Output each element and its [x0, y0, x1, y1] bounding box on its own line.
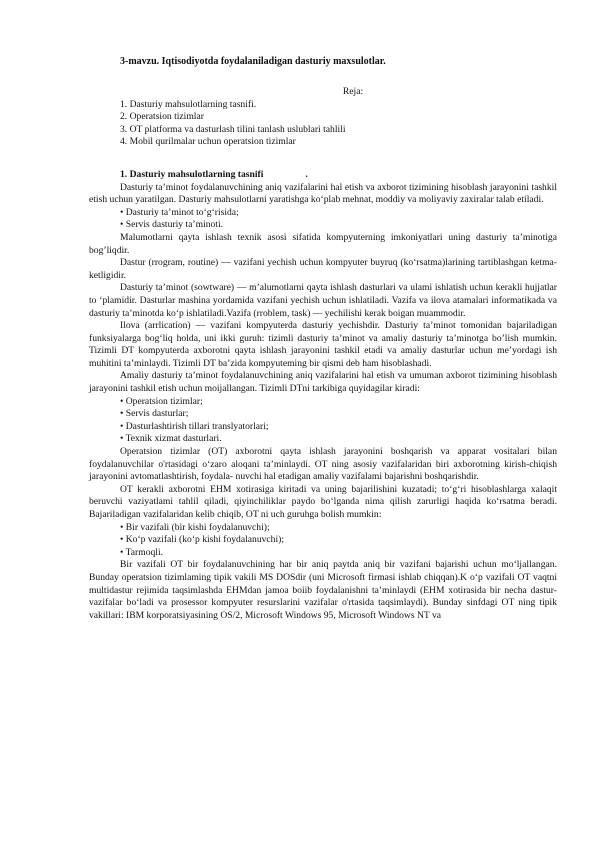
- bullet-item: • Tarmoqli.: [120, 546, 164, 558]
- paragraph: Dasturiy ta’minot foydalanuvchining aniq vazifalarini hal etish va axborot tizimining hisoblash jarayonini tashkil etish uchun yaratilgan. Dasturiy mahsulotlarni yaratishga ko‘plab mehnat, moddiy va moliyaviy zaxiralar talab etiladi.: [89, 181, 557, 206]
- bullet-item: • Operatsion tizimlar;: [120, 395, 203, 407]
- plan-label: Reja:: [342, 86, 364, 97]
- section-heading-text: 1. Dasturiy mahsulotlarning tasnifi: [120, 168, 264, 180]
- bullet-item: • Servis dasturlar;: [120, 408, 189, 420]
- plan-item: 1. Dasturiy mahsulotlarning tasnifi.: [120, 98, 257, 110]
- section-heading: [89, 169, 557, 182]
- bullet-item: • Servis dasturiy ta’minoti.: [120, 219, 224, 231]
- bullet-item: • Ko‘p vazifali (ko‘p kishi foydalanuvchi);: [120, 534, 285, 546]
- bullet-item: • Dasturlashtirish tillari translyatorlari;: [120, 420, 269, 432]
- paragraph: Bir vazifali OT bir foydalanuvchining har bir aniq paytda aniq bir vazifani bajarishi uchun mo‘ljallangan. Bunday operatsion tizimlaming tipik vakili MS DOSdir (uni Microsoft firmasi ishlab chiqqan).K o‘p vazifali OT vaqtni multidastur rejimida taqsimlashda EHMdan jamoa boiib foydalanishni ta’minlaydi (EHM xotirasida bir necha dastur-vazifalar bo‘ladi va prosessor kompyuter resurslarini vazifalar o'rtasida taqsimlaydi). Bunday sinfdagi OT ning tipik vakillari: IBM korporatsiyasining OS/2, Microsoft Windows 95, Microsoft Windows NT va: [89, 559, 557, 621]
- paragraph: Dastur (rrogram, routine) — vazifani yechish uchun kompyuter buyruq (ko‘rsatma)larining tartiblashgan ketma-ketligidir.: [89, 257, 557, 281]
- plan-item: 2. Operatsion tizimlar: [120, 111, 204, 123]
- bullet-item: • Dasturiy ta’minot to‘g‘risida;: [120, 206, 239, 218]
- paragraph: Amaliy dasturiy ta’minot foydalanuvchining aniq vazifalarini hal etish va umuman axborot tizimining hisoblash jarayonini tashkil etish uchun moijallangan. Tizimli DTni tarkibiga quyidagilar kiradi:: [89, 370, 557, 395]
- section-heading-dot: .: [305, 168, 308, 180]
- paragraph: Dasturiy ta’minot (sowtware) — m’alumotlarni qayta ishlash dasturlari va ulami ishlatish uchun kerakli hujjatlar to ‘plamidir. Dasturlar mashina yordamida vazifani yechish uchun ishlatiladi. Vazifa va ilova atamalari informatikada va dasturiy ta’minotda ko‘p ishlatiladi.Vazifa (rroblem, task) — yechilishi kerak boigan muammodir.: [89, 282, 557, 319]
- document-page: [89, 55, 557, 622]
- paragraph: Operatsion tizimlar (OT) axborotni qayta ishlash jarayonini boshqarish va apparat vositalari bilan foydalanuvchilar o'rtasidagi o‘zaro aloqani ta’minlaydi. OT ning asosiy vazifalaridan biri axborotning kirish-chiqish jarayonini avtomatlashtirish, foydala- nuvchi hal etadigan amaliy vazifalami bajarishni boshqarishdir.: [89, 446, 557, 483]
- bullet-item: • Bir vazifali (bir kishi foydalanuvchi);: [120, 521, 270, 533]
- plan-list: [89, 99, 557, 149]
- bullet-item: • Texnik xizmat dasturlari.: [120, 433, 222, 445]
- paragraph: Ilova (arrlication) — vazifani kompyuterda dasturiy yechishdir. Dasturiy ta’minot tomonidan bajariladigan funksiyalarga bog‘liq holda, uni ikki guruh: tizimli dasturiy ta’minot va amaliy dasturiy ta’minotga bo’lish mumkin. Tizimli DT kompyuterda axborotni qayta ishlash jarayonini tashkil etadi va amaliy dasturlar uchun me’yordagi ish muhitini ta’minlaydi. Tizimli DT ba’zida kompyuteming bir qismi deb ham hisoblashadi.: [89, 320, 557, 369]
- plan-item: 3. OT platforma va dasturlash tilini tanlash uslublari tahlili: [120, 123, 346, 135]
- paragraph: OT kerakli axborotni EHM xotirasiga kiritadi va uning bajarilishini kuzatadi; to‘g‘ri hisoblashlarga xalaqit beruvchi vaziyatlami tahlil qiladi, qiyinchiliklar paydo bo‘lganda nima qilish zarurligi haqida ko‘rsatma beradi. Bajariladigan vazifalaridan kelib chiqib, OT ni uch guruhga bolish mumkin:: [89, 483, 557, 520]
- document-title: 3-mavzu. Iqtisodiyotda foydalaniladigan dasturiy maxsulotlar.: [120, 56, 386, 67]
- plan-item: 4. Mobil qurilmalar uchun operatsion tizimlar: [120, 136, 296, 148]
- paragraph: Malumotlarni qayta ishlash texnik asosi sifatida kompyuterning imkoniyatlari uning dasturiy ta’minotiga bog’liqdir.: [89, 231, 557, 256]
